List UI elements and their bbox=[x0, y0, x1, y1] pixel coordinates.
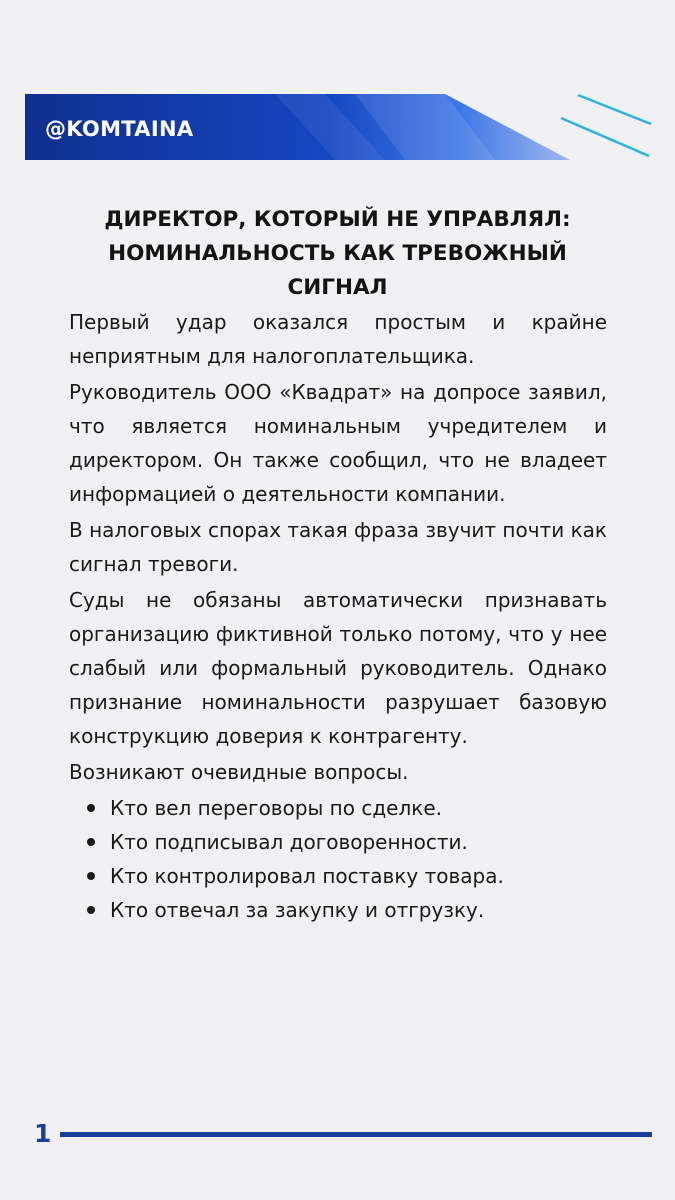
bullet-icon bbox=[87, 906, 95, 914]
title-line: СИГНАЛ bbox=[287, 275, 388, 300]
list-item bbox=[87, 893, 607, 927]
header-banner bbox=[25, 94, 570, 160]
list-item-text: Кто вел переговоры по сделке. bbox=[110, 796, 442, 820]
footer-divider bbox=[60, 1132, 652, 1137]
list-item bbox=[87, 791, 607, 825]
bullet-icon bbox=[87, 872, 95, 880]
title-line: НОМИНАЛЬНОСТЬ КАК ТРЕВОЖНЫЙ bbox=[108, 241, 567, 266]
paragraph: Первый удар оказался простым и крайне неприятным для налогоплательщика. bbox=[69, 310, 607, 368]
question-list bbox=[69, 791, 607, 927]
paragraph: Руководитель ООО «Квадрат» на допросе заявил, что является номинальным учредителем и директором. Он также сообщил, что не владеет информацией о деятельности компании. bbox=[69, 380, 607, 506]
list-item bbox=[87, 825, 607, 859]
list-item bbox=[87, 859, 607, 893]
page-number: 1 bbox=[34, 1119, 52, 1148]
account-handle: @KOMTAINA bbox=[45, 117, 194, 141]
paragraph: Возникают очевидные вопросы. bbox=[69, 760, 409, 784]
list-item-text: Кто отвечал за закупку и отгрузку. bbox=[110, 898, 485, 922]
list-item-text: Кто подписывал договоренности. bbox=[110, 830, 468, 854]
bullet-icon bbox=[87, 838, 95, 846]
paragraph: В налоговых спорах такая фраза звучит почти как сигнал тревоги. bbox=[69, 518, 607, 576]
list-item-text: Кто контролировал поставку товара. bbox=[110, 864, 504, 888]
decorative-stripes bbox=[556, 90, 656, 165]
bullet-icon bbox=[87, 804, 95, 812]
paragraph: Суды не обязаны автоматически признавать организацию фиктивной только потому, что у нее слабый или формальный руководитель. Однако признание номинальности разрушает базовую конструкцию доверия к контрагенту. bbox=[69, 588, 607, 748]
article-body bbox=[69, 305, 607, 927]
page-title bbox=[60, 203, 615, 305]
title-line: ДИРЕКТОР, КОТОРЫЙ НЕ УПРАВЛЯЛ: bbox=[104, 207, 571, 232]
